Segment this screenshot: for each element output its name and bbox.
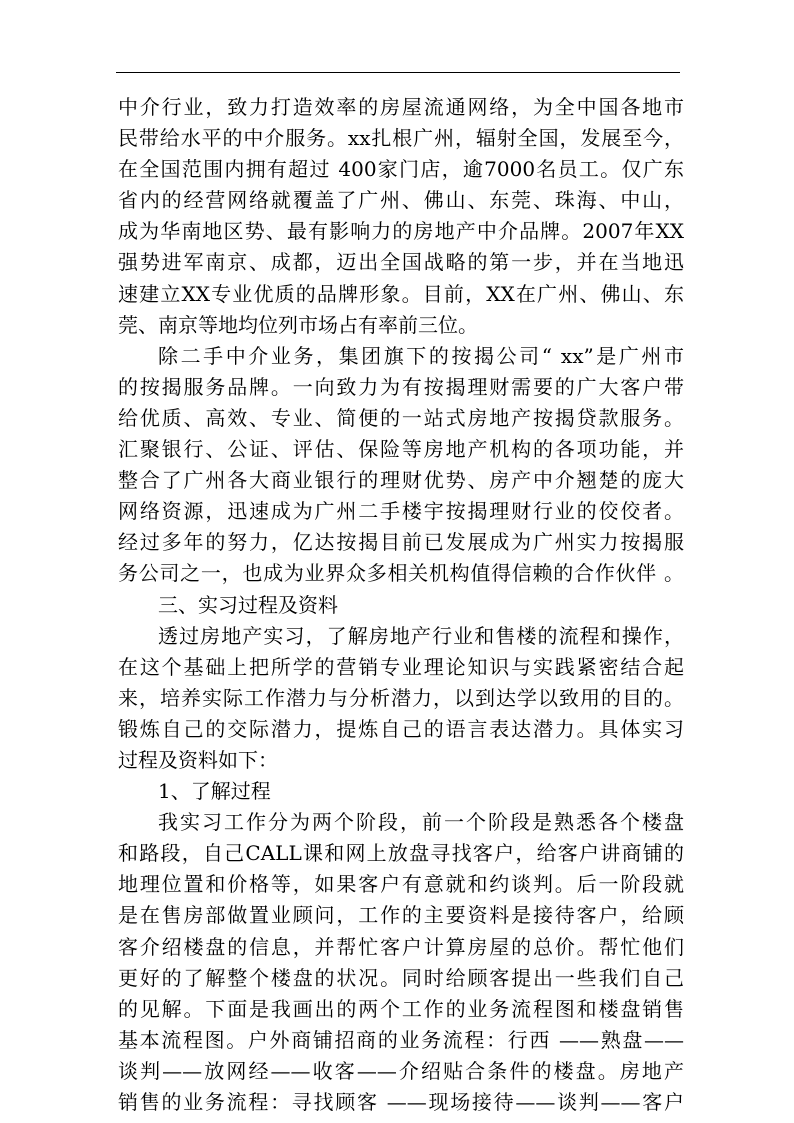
header-rule bbox=[116, 72, 680, 73]
text-line: 莞、南京等地均位列市场占有率前三位。 bbox=[118, 312, 478, 337]
text-line: 基本流程图。户外商铺招商的业务流程：行西 ——熟盘—— bbox=[118, 1027, 684, 1052]
text-line: 成为华南地区势、最有影响力的房地产中介品牌。2007年XX bbox=[118, 219, 684, 244]
text-line: 的见解。下面是我画出的两个工作的业务流程图和楼盘销售 bbox=[118, 996, 684, 1021]
text-line: 民带给水平的中介服务。xx扎根广州，辐射全国，发展至今， bbox=[118, 126, 684, 151]
text-line: 务公司之一，也成为业界众多相关机构值得信赖的合作伙伴 。 bbox=[118, 561, 684, 586]
text-line: 省内的经营网络就覆盖了广州、佛山、东莞、珠海、中山， bbox=[118, 188, 684, 213]
text-line: 中介行业，致力打造效率的房屋流通网络，为全中国各地市 bbox=[118, 95, 684, 119]
text-line: 过程及资料如下： bbox=[118, 747, 278, 772]
text-line: 我实习工作分为两个阶段，前一个阶段是熟悉各个楼盘 bbox=[158, 810, 684, 835]
text-line: 客介绍楼盘的信息，并帮忙客户计算房屋的总价。帮忙他们 bbox=[118, 934, 684, 959]
text-line: 给优质、高效、专业、简便的一站式房地产按揭贷款服务。 bbox=[118, 405, 684, 430]
text-line: 强势进军南京、成都，迈出全国战略的第一步，并在当地迅 bbox=[118, 250, 684, 275]
text-line: 锻炼自己的交际潜力，提炼自己的语言表达潜力。具体实习 bbox=[118, 716, 684, 741]
text-line: 除二手中介业务，集团旗下的按揭公司“ xx”是广州市 bbox=[158, 343, 684, 368]
text-line: 和路段，自己CALL课和网上放盘寻找客户，给客户讲商铺的 bbox=[118, 841, 684, 866]
text-line: 透过房地产实习，了解房地产行业和售楼的流程和操作， bbox=[158, 623, 684, 648]
subsection-heading: 1、了解过程 bbox=[158, 779, 271, 804]
text-line: 的按揭服务品牌。一向致力为有按揭理财需要的广大客户带 bbox=[118, 374, 684, 399]
text-line: 销售的业务流程：寻找顾客 ——现场接待——谈判——客户 bbox=[118, 1090, 684, 1114]
text-line: 速建立XX专业优质的品牌形象。目前，XX在广州、佛山、东 bbox=[118, 281, 684, 306]
text-line: 整合了广州各大商业银行的理财优势、房产中介翘楚的庞大 bbox=[118, 468, 684, 493]
section-heading: 三、实习过程及资料 bbox=[158, 592, 338, 617]
text-line: 在全国范围内拥有超过 400家门店，逾7000名员工。仅广东 bbox=[118, 157, 684, 182]
text-line: 地理位置和价格等，如果客户有意就和约谈判。后一阶段就 bbox=[118, 872, 684, 897]
text-line: 汇聚银行、公证、评估、保险等房地产机构的各项功能，并 bbox=[118, 437, 684, 462]
text-line: 是在售房部做置业顾问，工作的主要资料是接待客户，给顾 bbox=[118, 903, 684, 928]
text-line: 网络资源，迅速成为广州二手楼宇按揭理财行业的佼佼者。 bbox=[118, 499, 684, 524]
text-line: 经过多年的努力，亿达按揭目前已发展成为广州实力按揭服 bbox=[118, 530, 684, 555]
text-line: 在这个基础上把所学的营销专业理论知识与实践紧密结合起 bbox=[118, 654, 684, 679]
document-body bbox=[118, 92, 684, 1118]
text-line: 谈判——放网经——收客——介绍贴合条件的楼盘。房地产 bbox=[118, 1058, 684, 1083]
text-line: 更好的了解整个楼盘的状况。同时给顾客提出一些我们自己 bbox=[118, 965, 684, 990]
text-line: 来，培养实际工作潜力与分析潜力，以到达学以致用的目的。 bbox=[118, 685, 684, 710]
